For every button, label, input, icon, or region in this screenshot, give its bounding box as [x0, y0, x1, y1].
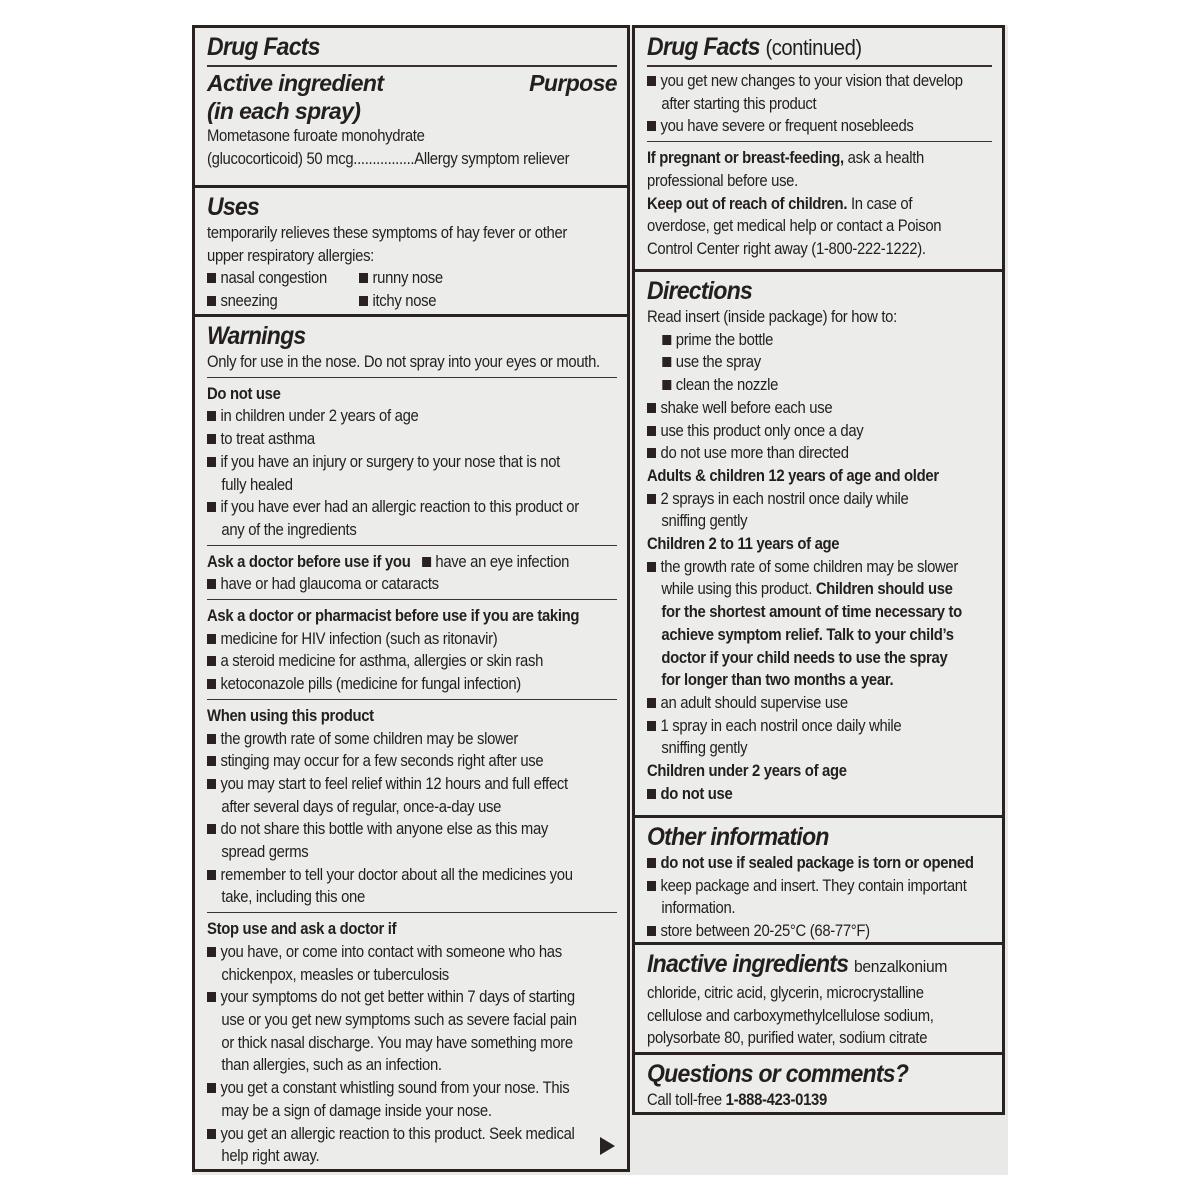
- bullet-icon: [647, 789, 656, 799]
- list-item-continued: chickenpox, measles or tuberculosis: [221, 965, 449, 984]
- list-item: to treat asthma: [207, 428, 576, 451]
- list-item: nasal congestion: [207, 267, 344, 290]
- in-each-spray-heading: (in each spray): [207, 98, 361, 124]
- list-item: do not use: [647, 783, 958, 806]
- list-item-continued: sniffing gently: [661, 512, 748, 531]
- ingredient-dose-purpose: (glucocorticoid) 50 mcg................Allergy symptom reliever: [207, 149, 570, 168]
- inactive-ingredients-section: [632, 942, 1005, 1055]
- list-item: clean the nozzle: [647, 374, 958, 397]
- bullet-icon: [647, 76, 656, 86]
- list-item-continued: for longer than two months a year.: [661, 671, 894, 690]
- children-heading: Children 2 to 11 years of age: [647, 535, 840, 554]
- drug-facts-continued-section: [632, 25, 1005, 272]
- bullet-icon: [207, 634, 216, 644]
- keep-out-of-reach: overdose, get medical help or contact a Poison: [647, 217, 942, 236]
- divider: [207, 699, 617, 700]
- bullet-icon: [207, 502, 216, 512]
- inactive-ingredients-text: chloride, citric acid, glycerin, microcrystalline: [647, 984, 924, 1002]
- bullet-icon: [359, 296, 368, 306]
- pregnancy-warning: professional before use.: [647, 171, 798, 190]
- other-information-section: [632, 815, 1005, 945]
- bullet-icon: [207, 947, 216, 957]
- uses-list: [207, 267, 617, 290]
- list-item: do not use if sealed package is torn or opened: [647, 852, 958, 875]
- bullet-icon: [207, 1129, 216, 1139]
- adults-heading: Adults & children 12 years of age and older: [647, 466, 939, 485]
- toll-free-line: Call toll-free 1-888-423-0139: [647, 1091, 827, 1109]
- bullet-icon: [662, 335, 671, 345]
- pregnancy-warning: If pregnant or breast-feeding, ask a health: [647, 149, 924, 168]
- under-2-heading: Children under 2 years of age: [647, 762, 847, 781]
- list-item-continued: sniffing gently: [661, 739, 748, 758]
- bullet-icon: [647, 926, 656, 936]
- other-information-title: Other information: [647, 823, 829, 851]
- bullet-icon: [207, 273, 216, 283]
- warnings-section: [192, 314, 630, 1172]
- uses-title: Uses: [207, 193, 260, 221]
- bullet-icon: [207, 734, 216, 744]
- list-item-continued: may be a sign of damage inside your nose.: [221, 1101, 492, 1120]
- list-item: keep package and insert. They contain important: [647, 875, 958, 898]
- list-item-continued: after several days of regular, once-a-day use: [221, 797, 502, 816]
- bullet-icon: [647, 494, 656, 504]
- list-item: remember to tell your doctor about all the medicines you: [207, 864, 576, 887]
- list-item: medicine for HIV infection (such as ritonavir): [207, 628, 576, 651]
- list-item-continued: information.: [661, 899, 736, 918]
- list-item: you get new changes to your vision that develop: [647, 70, 958, 93]
- divider: [207, 912, 617, 913]
- uses-intro: temporarily relieves these symptoms of hay fever or other: [207, 224, 568, 242]
- bullet-icon: [647, 448, 656, 458]
- directions-title: Directions: [647, 277, 753, 305]
- bullet-icon: [207, 457, 216, 467]
- list-item-continued: help right away.: [221, 1147, 320, 1166]
- bullet-icon: [207, 579, 216, 589]
- inactive-ingredients-title: Inactive ingredients benzalkonium: [647, 950, 948, 978]
- list-item: runny nose: [359, 267, 496, 290]
- bullet-icon: [207, 756, 216, 766]
- list-item: your symptoms do not get better within 7 days of starting: [207, 986, 576, 1009]
- directions-section: [632, 269, 1005, 818]
- warnings-intro: Only for use in the nose. Do not spray into your eyes or mouth.: [207, 353, 600, 371]
- ask-doctor-heading: Ask a doctor before use if you: [207, 552, 411, 571]
- divider: [207, 545, 617, 546]
- drug-facts-continued-title: Drug Facts (continued): [647, 33, 862, 61]
- divider: [207, 65, 617, 67]
- list-item-continued: spread germs: [221, 843, 309, 862]
- list-item: you get an allergic reaction to this product. Seek medical: [207, 1123, 576, 1146]
- bullet-icon: [207, 824, 216, 834]
- list-item-continued: any of the ingredients: [221, 520, 357, 539]
- directions-intro: Read insert (inside package) for how to:: [647, 308, 897, 326]
- bullet-icon: [647, 881, 656, 891]
- active-ingredient-section: [192, 25, 630, 188]
- divider: [647, 141, 992, 142]
- bullet-icon: [647, 698, 656, 708]
- bullet-icon: [207, 679, 216, 689]
- divider: [207, 599, 617, 600]
- bullet-icon: [207, 870, 216, 880]
- bullet-icon: [422, 557, 431, 567]
- bullet-icon: [647, 426, 656, 436]
- bullet-icon: [662, 357, 671, 367]
- uses-list: [207, 290, 617, 313]
- ask-pharmacist-heading: Ask a doctor or pharmacist before use if you are taking: [207, 607, 580, 626]
- list-item: sneezing: [207, 290, 344, 313]
- list-item: store between 20-25°C (68-77°F): [647, 920, 958, 943]
- list-item-continued: for the shortest amount of time necessary to: [661, 603, 962, 622]
- bullet-icon: [647, 858, 656, 868]
- list-item: in children under 2 years of age: [207, 405, 576, 428]
- list-item-continued: or thick nasal discharge. You may have something more: [221, 1033, 573, 1052]
- list-item-continued: after starting this product: [661, 94, 817, 113]
- do-not-use-heading: Do not use: [207, 384, 281, 403]
- list-item-continued: fully healed: [221, 475, 293, 494]
- list-item: do not use more than directed: [647, 442, 958, 465]
- bullet-icon: [662, 380, 671, 390]
- list-item: you have severe or frequent nosebleeds: [647, 115, 958, 138]
- list-item-continued: achieve symptom relief. Talk to your child’s: [661, 625, 954, 644]
- bullet-icon: [647, 403, 656, 413]
- ask-doctor-row: Ask a doctor before use if you have an eye infection: [207, 552, 570, 571]
- list-item: an adult should supervise use: [647, 692, 958, 715]
- ingredient-name: Mometasone furoate monohydrate: [207, 127, 425, 145]
- stop-use-heading: Stop use and ask a doctor if: [207, 920, 397, 939]
- bullet-icon: [207, 434, 216, 444]
- bullet-icon: [207, 1083, 216, 1093]
- bullet-icon: [207, 779, 216, 789]
- divider: [207, 377, 617, 378]
- list-item-continued: while using this product. Children should use: [661, 580, 953, 599]
- inactive-ingredients-text: cellulose and carboxymethylcellulose sodium,: [647, 1006, 934, 1025]
- list-item: the growth rate of some children may be slower: [207, 728, 576, 751]
- list-item: use this product only once a day: [647, 420, 958, 443]
- right-column: [632, 25, 1005, 1115]
- uses-intro: upper respiratory allergies:: [207, 246, 374, 265]
- list-item-continued: take, including this one: [221, 888, 365, 907]
- list-item: you have, or come into contact with someone who has: [207, 941, 576, 964]
- bullet-icon: [207, 296, 216, 306]
- purpose-heading: Purpose: [529, 70, 617, 96]
- list-item-continued: than allergies, such as an infection.: [221, 1056, 442, 1075]
- poison-control-phone: Control Center right away (1-800-222-1222).: [647, 239, 926, 258]
- questions-section: [632, 1052, 1005, 1115]
- list-item: prime the bottle: [647, 329, 958, 352]
- list-item: 2 sprays in each nostril once daily while: [647, 488, 958, 511]
- list-item: 1 spray in each nostril once daily while: [647, 715, 958, 738]
- when-using-heading: When using this product: [207, 706, 374, 725]
- list-item: you may start to feel relief within 12 hours and full effect: [207, 773, 576, 796]
- list-item-continued: use or you get new symptoms such as severe facial pain: [221, 1010, 577, 1029]
- list-item: do not share this bottle with anyone else as this may: [207, 818, 576, 841]
- list-item: shake well before each use: [647, 397, 958, 420]
- questions-title: Questions or comments?: [647, 1060, 909, 1088]
- divider: [647, 65, 992, 67]
- bullet-icon: [647, 721, 656, 731]
- active-ingredient-header: [207, 69, 617, 97]
- bullet-icon: [647, 562, 656, 572]
- list-item: if you have ever had an allergic reaction to this product or: [207, 496, 576, 519]
- keep-out-of-reach: Keep out of reach of children. In case of: [647, 194, 913, 213]
- bullet-icon: [359, 273, 368, 283]
- warnings-title: Warnings: [207, 322, 306, 350]
- bullet-icon: [647, 121, 656, 131]
- list-item: ketoconazole pills (medicine for fungal infection): [207, 673, 576, 696]
- uses-section: [192, 185, 630, 317]
- list-item: have or had glaucoma or cataracts: [207, 573, 576, 596]
- drug-facts-title: Drug Facts: [207, 33, 320, 61]
- list-item: a steroid medicine for asthma, allergies or skin rash: [207, 650, 576, 673]
- bullet-icon: [207, 411, 216, 421]
- list-item: the growth rate of some children may be slower: [647, 556, 958, 579]
- toll-free-phone: 1-888-423-0139: [725, 1091, 827, 1109]
- active-ingredient-heading: Active ingredient: [207, 70, 384, 96]
- list-item: you get a constant whistling sound from your nose. This: [207, 1077, 576, 1100]
- bullet-icon: [207, 992, 216, 1002]
- continue-arrow-icon: [600, 1137, 615, 1155]
- list-item-continued: doctor if your child needs to use the spray: [661, 648, 948, 667]
- list-item: stinging may occur for a few seconds right after use: [207, 750, 576, 773]
- list-item: if you have an injury or surgery to your nose that is not: [207, 451, 576, 474]
- bullet-icon: [207, 656, 216, 666]
- list-item: itchy nose: [359, 290, 496, 313]
- list-item: use the spray: [647, 351, 958, 374]
- left-column: [192, 25, 630, 1172]
- inactive-ingredients-text: polysorbate 80, purified water, sodium citrate: [647, 1029, 928, 1048]
